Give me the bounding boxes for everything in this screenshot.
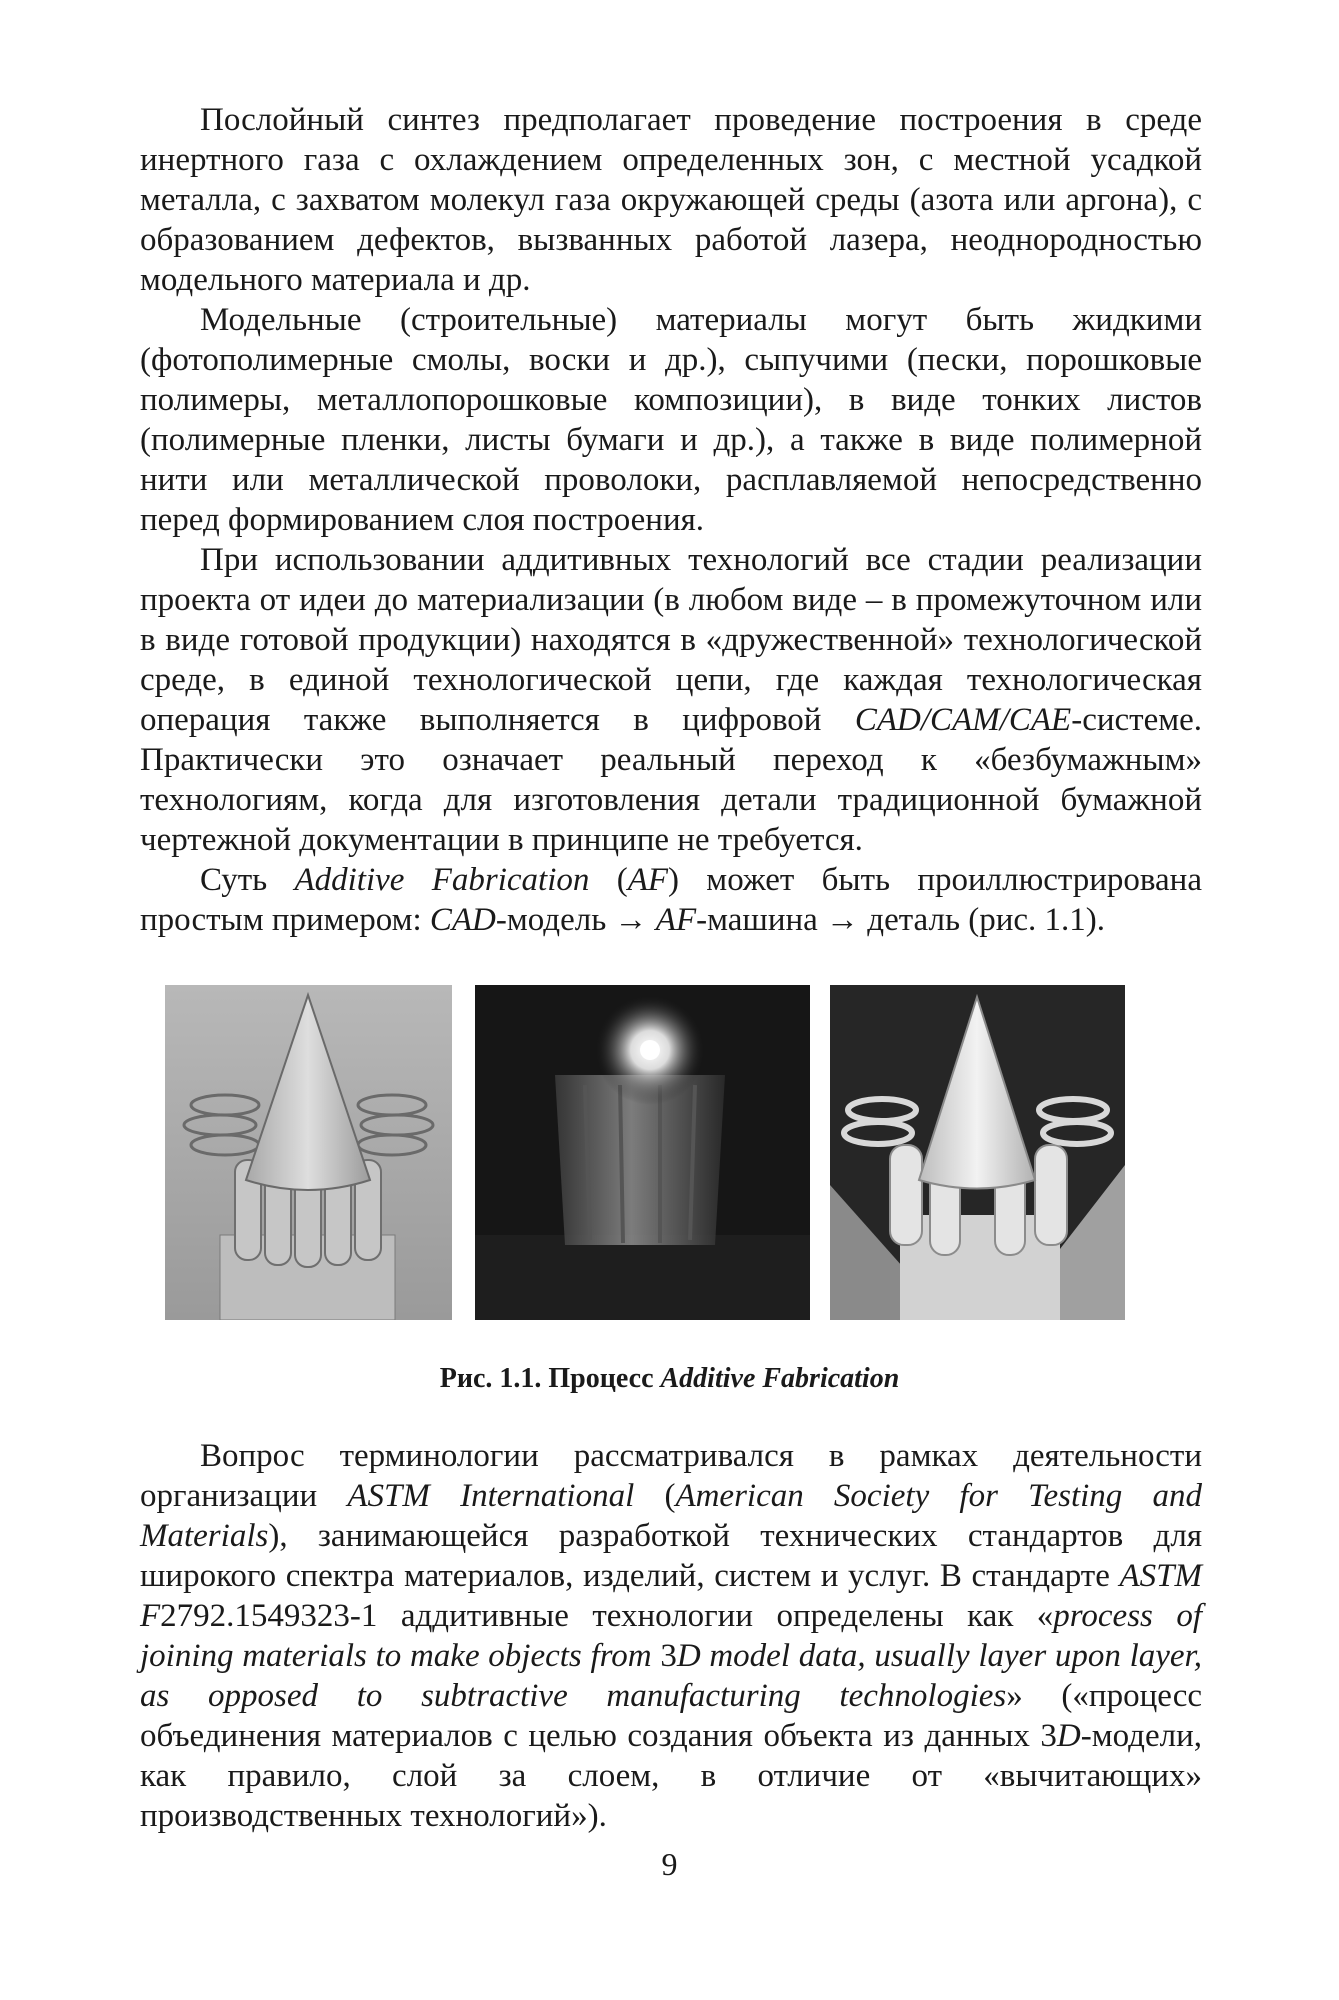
text-run: » («процесс объединения материалов с целью создания объекта из данных 3 <box>140 1678 1203 1754</box>
text-run: Суть <box>200 862 295 898</box>
italic-term: CAD <box>429 902 496 938</box>
finished-part-image <box>830 985 1125 1320</box>
italic-term: Additive Fabrication <box>294 862 590 898</box>
text-run: ), занимающейся разработкой технических стандартов для широкого спектра материалов, изделий, систем и услуг. В стандарте <box>140 1518 1202 1594</box>
italic-term: ASTM F <box>140 1558 1202 1634</box>
paragraph <box>140 100 1202 300</box>
text-run: ( <box>589 862 628 898</box>
text-run: 3 <box>660 1638 677 1674</box>
paragraph <box>140 540 1202 860</box>
italic-term: ASTM International <box>347 1478 635 1514</box>
text-run: 2792.1549323-1 аддитивные технологии определены как « <box>160 1598 1054 1634</box>
text-run: -машина → деталь (рис. 1.1). <box>696 902 1106 938</box>
af-machine-image <box>475 985 810 1320</box>
body-text-top <box>140 100 1202 940</box>
cad-model-image <box>165 985 452 1320</box>
italic-term: American Society for Testing and Materials <box>140 1478 1202 1554</box>
paragraph <box>140 860 1202 940</box>
text-run: При использовании аддитивных технологий все стадии реализации проекта от идеи до материализации (в любом виде – в промежуточном или в виде готовой продукции) находятся в «дружественной» технологической среде, в единой технологической цепи, где каждая технологическая операция также выполняется в цифровой <box>140 542 1202 738</box>
paragraph <box>140 1436 1202 1836</box>
text-run: ( <box>634 1478 676 1514</box>
italic-term: D model data, usually layer upon layer, as opposed to subtractive manufacturing technologies <box>140 1638 1202 1714</box>
body-text-bottom <box>140 1436 1202 1836</box>
italic-term: D <box>1056 1718 1081 1754</box>
italic-term: process of joining materials to make objects from <box>140 1598 1203 1674</box>
italic-term: CAD/CAM/CAE <box>854 702 1072 738</box>
text-run: -модель → <box>495 902 656 938</box>
text-run: Послойный синтез предполагает проведение построения в среде инертного газа с охлаждением определенных зон, с местной усадкой металла, с захватом молекул газа окружающей среды (азота или аргона), с образованием дефектов, вызванных работой лазера, неоднородностью модельного материала и др. <box>140 102 1202 298</box>
caption-prefix: Рис. 1.1. Процесс <box>439 1363 661 1394</box>
caption-italic: Additive Fabrication <box>660 1363 900 1394</box>
italic-term: AF <box>655 902 697 938</box>
text-run: Модельные (строительные) материалы могут быть жидкими (фотополимерные смолы, воски и др.), сыпучими (пески, порошковые полимеры, металлопорошковые композиции), в виде тонких листов (полимерные пленки, листы бумаги и др.), а также в виде полимерной нити или металлической проволоки, расплавляемой непосредственно перед формированием слоя построения. <box>140 302 1202 538</box>
text-run: -модели, как правило, слой за слоем, в отличие от «вычитающих» производственных технологий»). <box>140 1718 1202 1834</box>
page-number: 9 <box>661 1846 678 1882</box>
paragraph <box>140 300 1202 540</box>
figure-caption <box>0 1363 1339 1395</box>
figure-1-1 <box>165 985 1165 1320</box>
text-run: ) может быть проиллюстрирована простым примером: <box>140 862 1202 938</box>
italic-term: AF <box>627 862 669 898</box>
text-run: Вопрос терминологии рассматривался в рамках деятельности организации <box>140 1438 1202 1514</box>
text-run: -системе. Практически это означает реальный переход к «безбумажным» технологиям, когда для изготовления детали традиционной бумажной чертежной документации в принципе не требуется. <box>140 702 1202 858</box>
